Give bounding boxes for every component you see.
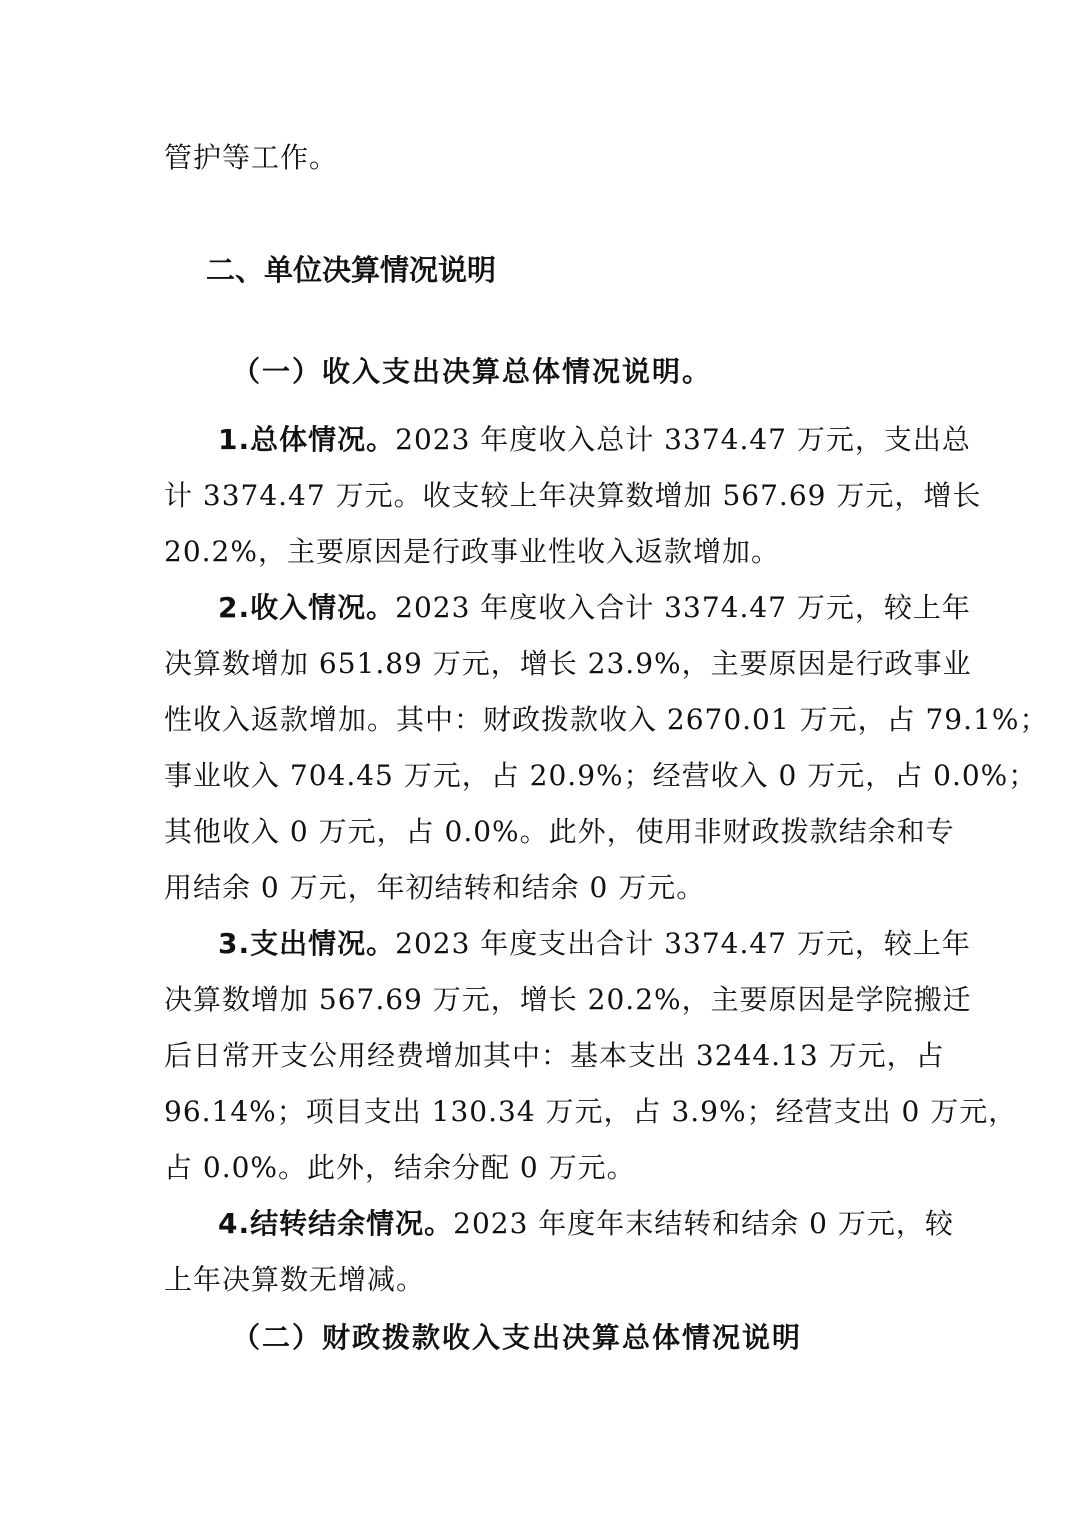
continuation-line: 管护等工作。 [164, 141, 339, 174]
paragraph-expense-line3: 后日常开支公用经费增加其中：基本支出 3244.13 万元，占 [164, 1039, 945, 1072]
paragraph-income-line6: 用结余 0 万元，年初结转和结余 0 万元。 [164, 871, 706, 904]
paragraph-lead-expense: 3.支出情况。 [218, 927, 396, 960]
paragraph-expense-line1: 3.支出情况。2023 年度支出合计 3374.47 万元，较上年 [218, 927, 971, 960]
subsection-heading-1: （一）收入支出决算总体情况说明。 [232, 355, 713, 388]
paragraph-expense-line2: 决算数增加 567.69 万元，增长 20.2%，主要原因是学院搬迁 [164, 983, 972, 1016]
paragraph-income-line3: 性收入返款增加。其中：财政拨款收入 2670.01 万元，占 79.1%； [164, 703, 1049, 736]
paragraph-balance-line1: 4.结转结余情况。2023 年度年末结转和结余 0 万元，较 [218, 1207, 954, 1240]
paragraph-lead-income: 2.收入情况。 [218, 591, 396, 624]
section-heading: 二、单位决算情况说明 [206, 253, 497, 287]
subsection-heading-2: （二）财政拨款收入支出决算总体情况说明 [232, 1321, 803, 1354]
paragraph-income-line5: 其他收入 0 万元，占 0.0%。此外，使用非财政拨款结余和专 [164, 815, 955, 848]
paragraph-lead-overall: 1.总体情况。 [218, 423, 396, 456]
paragraph-overall-line2: 计 3374.47 万元。收支较上年决算数增加 567.69 万元，增长 [164, 479, 982, 512]
paragraph-lead-balance: 4.结转结余情况。 [218, 1207, 454, 1240]
paragraph-overall-line1: 1.总体情况。2023 年度收入总计 3374.47 万元，支出总 [218, 423, 971, 456]
paragraph-income-line1: 2.收入情况。2023 年度收入合计 3374.47 万元，较上年 [218, 591, 971, 624]
paragraph-expense-line4: 96.14%；项目支出 130.34 万元，占 3.9%；经营支出 0 万元， [164, 1095, 1018, 1128]
paragraph-income-line2: 决算数增加 651.89 万元，增长 23.9%，主要原因是行政事业 [164, 647, 972, 680]
paragraph-expense-line5: 占 0.0%。此外，结余分配 0 万元。 [164, 1151, 636, 1184]
paragraph-income-line4: 事业收入 704.45 万元，占 20.9%；经营收入 0 万元，占 0.0%； [164, 759, 1038, 792]
paragraph-overall-line3: 20.2%，主要原因是行政事业性收入返款增加。 [164, 535, 780, 568]
paragraph-balance-line2: 上年决算数无增减。 [164, 1263, 426, 1296]
